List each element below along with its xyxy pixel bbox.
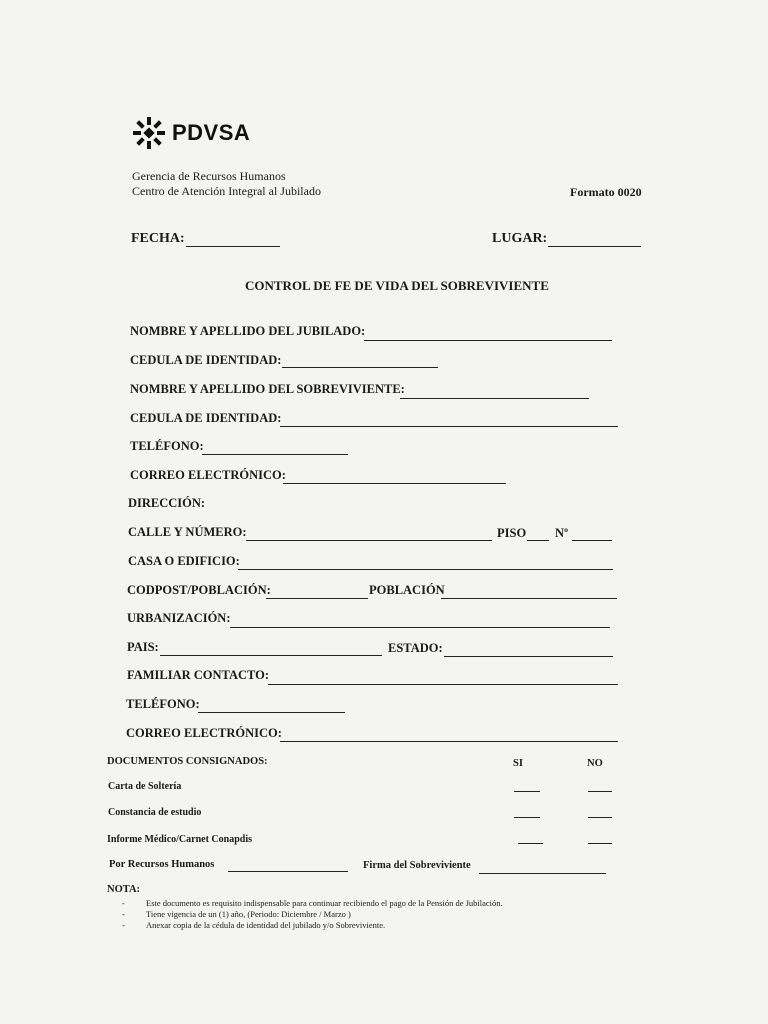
si-column-header: SI: [513, 758, 523, 769]
pdvsa-sun-icon: [132, 116, 166, 150]
format-number: Formato 0020: [570, 185, 642, 199]
calle-line: [246, 539, 492, 541]
document-no-line: [588, 816, 612, 818]
cedula-sobreviviente-line: [280, 425, 618, 427]
calle-label: CALLE Y NÚMERO:: [128, 525, 247, 539]
brand-name: PDVSA: [172, 120, 251, 145]
familiar-line: [268, 683, 618, 685]
numero-label: Nº: [555, 526, 569, 540]
no-column-header: NO: [587, 758, 603, 769]
pais-line: [160, 654, 382, 656]
cedula-sobreviviente-label: CEDULA DE IDENTIDAD:: [130, 411, 282, 425]
urbanizacion-line: [230, 626, 610, 628]
document-si-line: [518, 842, 543, 844]
estado-line: [444, 655, 613, 657]
poblacion-line: [441, 597, 617, 599]
rrhh-signature-label: Por Recursos Humanos: [109, 859, 215, 870]
telefono-familiar-line: [198, 711, 345, 713]
center-name: Centro de Atención Integral al Jubilado: [132, 184, 321, 198]
pais-label: PAIS:: [127, 640, 159, 654]
fecha-label: FECHA:: [131, 231, 185, 246]
piso-line: [527, 539, 549, 541]
document-item: Constancia de estudio: [108, 807, 202, 818]
document-item: Carta de Soltería: [108, 781, 182, 792]
direccion-label: DIRECCIÓN:: [128, 496, 206, 510]
pdvsa-logo: [132, 116, 250, 150]
nota-heading: NOTA:: [107, 884, 141, 895]
nota-item: Este documento es requisito indispensable para continuar recibiendo el pago de la Pensión de Jubilación.: [146, 898, 503, 908]
nombre-sobreviviente-label: NOMBRE Y APELLIDO DEL SOBREVIVIENTE:: [130, 382, 405, 396]
correo-familiar-label: CORREO ELECTRÓNICO:: [126, 726, 282, 740]
lugar-line: [548, 245, 641, 247]
rrhh-signature-line: [228, 870, 348, 872]
nota-bullet: -: [122, 920, 125, 930]
sobreviviente-signature-line: [479, 872, 606, 874]
nombre-jubilado-label: NOMBRE Y APELLIDO DEL JUBILADO:: [130, 324, 366, 338]
lugar-label: LUGAR:: [492, 231, 548, 246]
document-item: Informe Médico/Carnet Conapdis: [107, 834, 252, 845]
correo-label: CORREO ELECTRÓNICO:: [130, 468, 286, 482]
nota-item: Tiene vigencia de un (1) año, (Periodo: Diciembre / Marzo ): [146, 909, 351, 919]
document-si-line: [514, 816, 540, 818]
sobreviviente-signature-label: Firma del Sobreviviente: [363, 860, 471, 871]
document-si-line: [514, 790, 540, 792]
piso-label: PISO: [497, 526, 527, 540]
casa-label: CASA O EDIFICIO:: [128, 554, 240, 568]
telefono-familiar-label: TELÉFONO:: [126, 697, 200, 711]
codpost-line: [266, 597, 368, 599]
telefono-line: [202, 453, 348, 455]
familiar-label: FAMILIAR CONTACTO:: [127, 668, 270, 682]
form-title: CONTROL DE FE DE VIDA DEL SOBREVIVIENTE: [245, 278, 549, 293]
fecha-line: [186, 245, 280, 247]
nota-bullet: -: [122, 898, 125, 908]
casa-line: [238, 568, 613, 570]
document-no-line: [588, 842, 612, 844]
estado-label: ESTADO:: [388, 641, 443, 655]
poblacion-label: POBLACIÓN: [369, 583, 445, 597]
cedula-jubilado-line: [282, 366, 438, 368]
nombre-sobreviviente-line: [400, 397, 589, 399]
urbanizacion-label: URBANIZACIÓN:: [127, 611, 231, 625]
correo-familiar-line: [280, 740, 618, 742]
nombre-jubilado-line: [364, 339, 612, 341]
document-no-line: [588, 790, 612, 792]
department-name: Gerencia de Recursos Humanos: [132, 169, 286, 183]
documentos-heading: DOCUMENTOS CONSIGNADOS:: [107, 756, 268, 767]
nota-item: Anexar copia de la cédula de identidad del jubilado y/o Sobreviviente.: [146, 920, 386, 930]
codpost-label: CODPOST/POBLACIÓN:: [127, 583, 271, 597]
telefono-label: TELÉFONO:: [130, 439, 204, 453]
correo-line: [283, 482, 506, 484]
numero-line: [572, 539, 612, 541]
nota-bullet: -: [122, 909, 125, 919]
cedula-jubilado-label: CEDULA DE IDENTIDAD:: [130, 353, 282, 367]
